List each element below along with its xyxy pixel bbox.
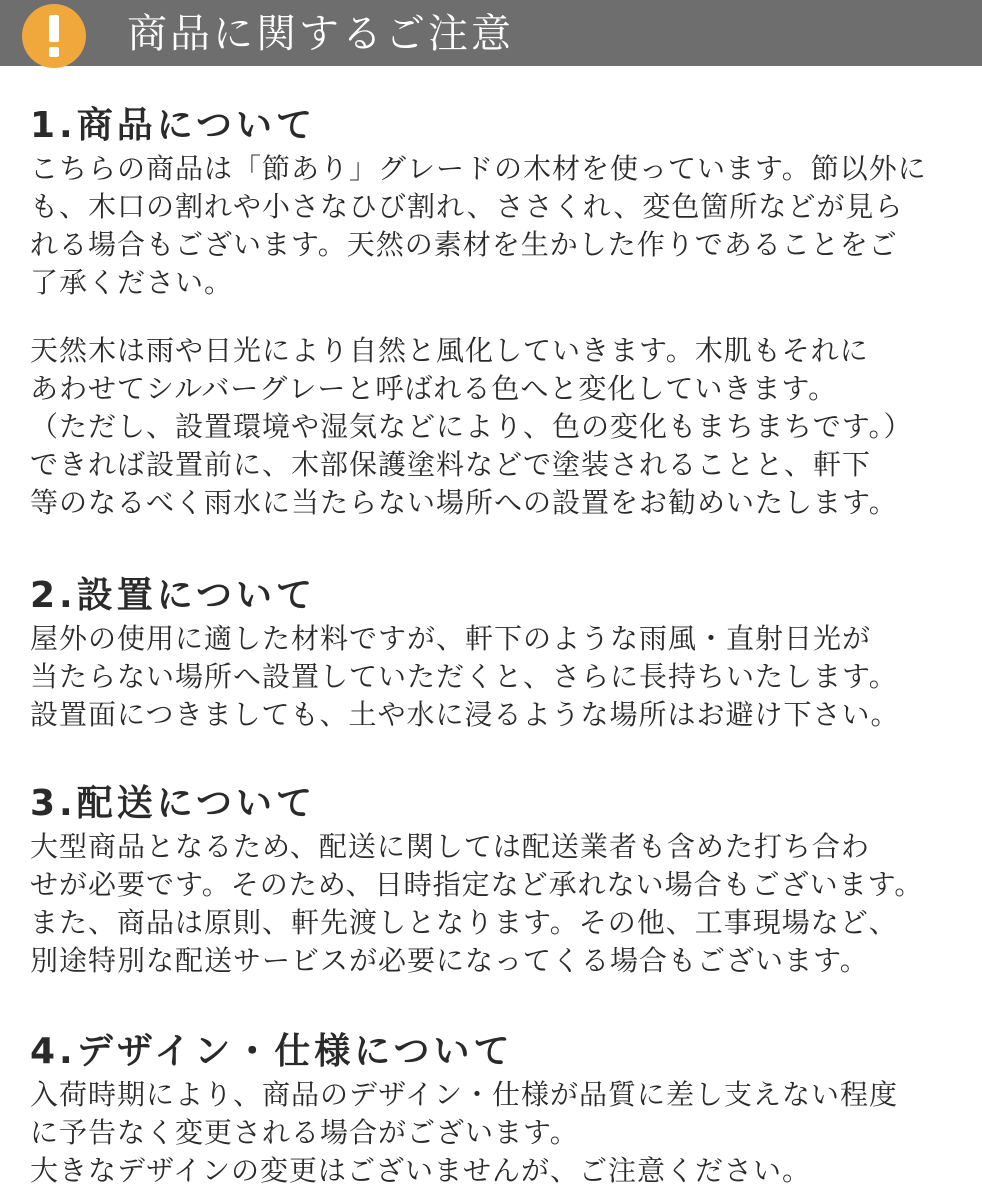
section-paragraph: [30, 150, 970, 302]
paragraph-line: 等のなるべく雨水に当たらない場所への設置をお勧めいたします。: [30, 486, 898, 519]
notice-title: 商品に関するご注意: [127, 11, 514, 57]
section-paragraph: [30, 1076, 970, 1190]
section-delivery: [30, 784, 970, 980]
paragraph-line: 入荷時期により、商品のデザイン・仕様が品質に差し支えない程度: [30, 1078, 899, 1111]
section-heading: 1.商品について: [30, 105, 317, 146]
notice-header-bar: [0, 0, 982, 66]
paragraph-line: あわせてシルバーグレーと呼ばれる色へと変化していきます。: [30, 372, 838, 405]
paragraph-line: 天然木は雨や日光により自然と風化していきます。木肌もそれに: [30, 334, 869, 367]
paragraph-line: 大きなデザインの変更はございませんが、ご注意ください。: [30, 1154, 812, 1187]
paragraph-line: せが必要です。そのため、日時指定など承れない場合もございます。: [30, 868, 924, 901]
section-heading: 4.デザイン・仕様について: [30, 1031, 514, 1072]
section-heading: 2.設置について: [30, 575, 317, 616]
section-installation: [30, 576, 970, 734]
paragraph-line: こちらの商品は「節あり」グレードの木材を使っています。節以外に: [30, 152, 927, 185]
paragraph-line: 了承ください。: [30, 266, 234, 299]
section-paragraph: [30, 332, 970, 522]
paragraph-line: に予告なく変更される場合がございます。: [30, 1116, 579, 1149]
section-product: [30, 106, 970, 522]
paragraph-line: 別途特別な配送サービスが必要になってくる場合もございます。: [30, 944, 869, 977]
paragraph-line: 屋外の使用に適した材料ですが、軒下のような雨風・直射日光が: [30, 622, 872, 655]
paragraph-line: 設置面につきましても、土や水に浸るような場所はお避け下さい。: [30, 698, 900, 731]
paragraph-line: 大型商品となるため、配送に関しては配送業者も含めた打ち合わ: [30, 830, 870, 863]
paragraph-line: また、商品は原則、軒先渡しとなります。その他、工事現場など、: [30, 906, 898, 939]
paragraph-line: れる場合もございます。天然の素材を生かした作りであることをご: [30, 228, 898, 261]
paragraph-line: も、木口の割れや小さなひび割れ、ささくれ、変色箇所などが見ら: [30, 190, 904, 223]
section-heading: 3.配送について: [30, 783, 317, 824]
warning-exclamation-icon: [22, 4, 86, 68]
section-design-spec: [30, 1032, 970, 1190]
paragraph-line: 当たらない場所へ設置していただくと、さらに長持ちいたします。: [30, 660, 898, 693]
section-paragraph: [30, 828, 970, 980]
paragraph-line: （ただし、設置環境や湿気などにより、色の変化もまちまちです。）: [30, 410, 913, 443]
section-paragraph: [30, 620, 970, 734]
paragraph-line: できれば設置前に、木部保護塗料などで塗装されることと、軒下: [30, 448, 872, 481]
